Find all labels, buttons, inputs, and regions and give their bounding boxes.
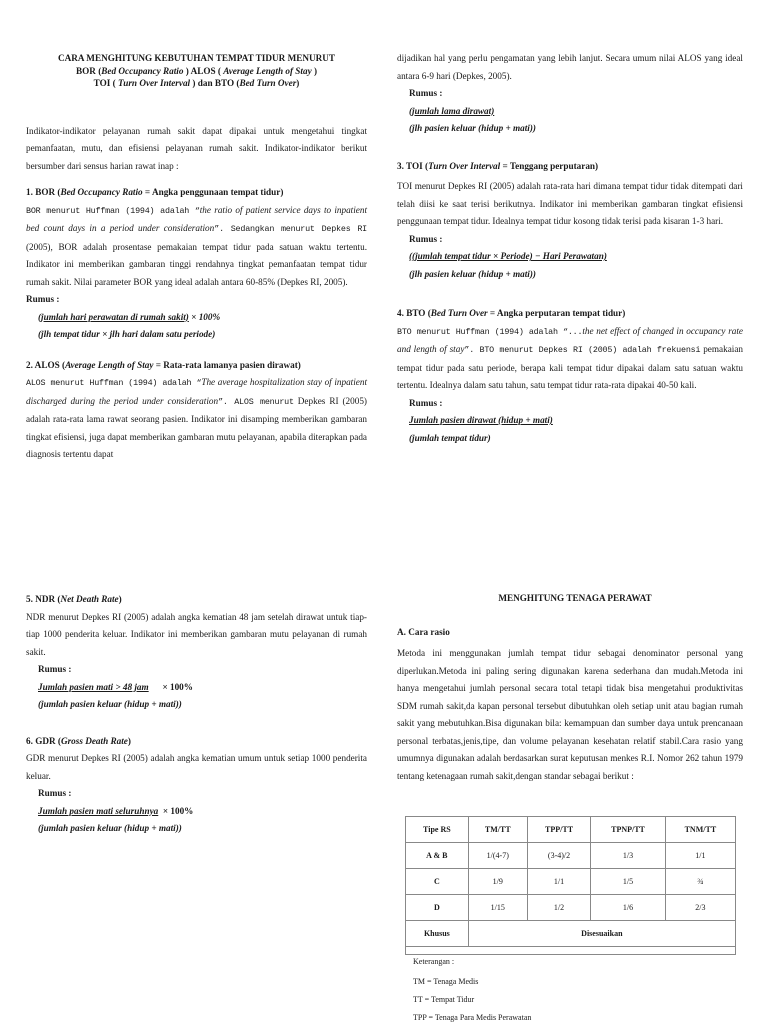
title-line-3: TOI ( Turn Over Interval ) dan BTO (Bed Turn Over) [93, 78, 300, 88]
perawat-title: MENGHITUNG TENAGA PERAWAT [498, 593, 652, 603]
ndr-rumus-label: Rumus : [38, 664, 72, 674]
bor-formula: (jumlah hari perawatan di rumah sakit) × 100% (jlh tempat tidur × jlh hari dalam satu periode) [38, 311, 221, 339]
ndr-paragraph: NDR menurut Depkes RI (2005) adalah angka kematian 48 jam setelah dirawat untuk tiap-tiap 1000 penderita keluar. Indikator ini memberikan gambaran mutu pelayanan di rumah sakit. [26, 611, 367, 657]
bto-rumus-label: Rumus : [409, 397, 443, 408]
table-cell: 1/6 [591, 895, 666, 921]
bor-rumus-label: Rumus : [26, 294, 60, 304]
left-column-bottom [26, 591, 367, 838]
document-title [26, 52, 367, 90]
left-column-top [26, 52, 367, 464]
table-cell: C [406, 869, 469, 895]
table-header: TPNP/TT [591, 817, 666, 843]
table-cell: 1/15 [468, 895, 527, 921]
table-cell: D [406, 895, 469, 921]
gdr-heading: 6. GDR (Gross Death Rate) [26, 735, 131, 746]
alos-paragraph: ALOS menurut Huffman (1994) adalah “The average hospitalization stay of inpatient discharged during the period under consideration”. ALOS menurut Depkes RI (2005) adalah rata-rata lama rawat seorang pasien. Indikator ini disamping memberikan gambaran tingkat efisiensi, juga dapat memberikan gambaran mutu pelayanan, apabila diterapkan pada diagnosis tertentu dapat [26, 377, 368, 459]
table-header: TNM/TT [665, 817, 735, 843]
table-cell: 1/2 [527, 895, 590, 921]
alos-continuation: dijadikan hal yang perlu pengamatan yang lebih lanjut. Secara umum nilai ALOS yang ideal antara 6-9 hari (Depkes, 2005). [397, 53, 743, 81]
bor-heading: 1. BOR (Bed Occupancy Ratio = Angka penggunaan tempat tidur) [26, 187, 284, 197]
table-cell-khusus: Khusus [406, 921, 469, 947]
table-spacer-row [406, 947, 736, 955]
toi-formula: ((jumlah tempat tidur × Periode) − Hari Perawatan) (jlh pasien keluar (hidup + mati)) [409, 251, 607, 279]
table-row [406, 921, 736, 947]
table-cell-disesuaikan: Disesuaikan [468, 921, 735, 947]
intro-paragraph: Indikator-indikator pelayanan rumah sakit dapat dipakai untuk mengetahui tingkat pemanfaatan, mutu, dan efisiensi pelayanan rumah sakit. Indikator-indikator berikut bersumber dari sensus harian rawat inap : [26, 125, 367, 171]
right-column-bottom [397, 592, 743, 785]
gdr-formula: Jumlah pasien mati seluruhnya × 100% (jumlah pasien keluar (hidup + mati)) [38, 805, 194, 833]
table-header-row [406, 817, 736, 843]
table-cell: 1/5 [591, 869, 666, 895]
table-cell: 1/3 [591, 843, 666, 869]
alos-heading: 2. ALOS (Average Length of Stay = Rata-rata lamanya pasien dirawat) [26, 359, 301, 370]
keterangan-label: Keterangan : [413, 957, 455, 966]
toi-rumus-label: Rumus : [409, 233, 443, 244]
cara-rasio-heading: A. Cara rasio [397, 626, 450, 637]
bto-formula: Jumlah pasien dirawat (hidup + mati) (jumlah tempat tidur) [409, 415, 553, 443]
perawat-paragraph: Metoda ini menggunakan jumlah tempat tidur sebagai denominator personal yang diperlukan.Metoda ini paling sering digunakan karena sederhana dan mudah.Metoda ini hanya mengetahui jumlah personal secara total tetapi tidak bisa mengetahui produktivitas SDM rumah sakit,da kapan personal tersebut dibutuhkan oleh setiap unit atau bagian rumah sakit yang mebutuhkan.Bisa digunakan bila: kemampuan dan sumber daya untuk prencanaan personal terbatas,jenis,tipe, dan volume pelayanan kesehatan relatif stabil.Cara rasio yang umumnya digunakan adalah berdasarkan surat keputusan menkes R.I. Nomor 262 tahun 1979 tentang ketenagaan rumah sakit,dengan standar sebagai berikut : [397, 648, 743, 781]
table-header: TPP/TT [527, 817, 590, 843]
table-row [406, 869, 736, 895]
table-cell: A & B [406, 843, 469, 869]
table-cell: 1/9 [468, 869, 527, 895]
table-header: TM/TT [468, 817, 527, 843]
title-line-1: CARA MENGHITUNG KEBUTUHAN TEMPAT TIDUR MENURUT [57, 53, 336, 63]
toi-heading: 3. TOI (Turn Over Interval = Tenggang perputaran) [397, 160, 599, 171]
table-row [406, 895, 736, 921]
table-cell: 1/(4-7) [468, 843, 527, 869]
alos-rumus-label: Rumus : [409, 88, 443, 98]
table-header: Tipe RS [406, 817, 469, 843]
table-spacer [406, 947, 736, 955]
table-row [406, 843, 736, 869]
rasio-table [405, 816, 736, 955]
ndr-formula: Jumlah pasien mati > 48 jam × 100% (jumlah pasien keluar (hidup + mati)) [38, 681, 193, 709]
keterangan-tt: TT = Tempat Tidur [413, 995, 475, 1004]
table-cell: 1/1 [527, 869, 590, 895]
right-column-top [397, 50, 743, 447]
toi-paragraph: TOI menurut Depkes RI (2005) adalah rata-rata hari dimana tempat tidur tidak ditempati dari telah diisi ke saat terisi berikutnya. Indikator ini memberikan gambaran tingkat efisiensi penggunaan tempat tidur. Idealnya tempat tidur kosong tidak terisi pada kisaran 1-3 hari. [397, 181, 743, 226]
table-cell: ¾ [665, 869, 735, 895]
gdr-rumus-label: Rumus : [38, 788, 72, 798]
table-cell: 2/3 [665, 895, 735, 921]
title-line-2: BOR (Bed Occupancy Ratio ) ALOS ( Average Length of Stay ) [76, 65, 317, 76]
table-cell: (3-4)/2 [527, 843, 590, 869]
ndr-heading: 5. NDR (Net Death Rate) [26, 594, 122, 604]
keterangan-tm: TM = Tenaga Medis [413, 977, 479, 986]
bto-heading: 4. BTO (Bed Turn Over = Angka perputaran tempat tidur) [397, 308, 626, 318]
bor-paragraph: BOR menurut Huffman (1994) adalah “the ratio of patient service days to inpatient bed count days in a period under consideration”. Sedangkan menurut Depkes RI (2005), BOR adalah prosentase pemakaian tempat tidur pada satuan waktu tertentu. Indikator ini memberikan gambaran tinggi rendahnya tingkat pemanfaatan tempat tidur rumah sakit. Nilai parameter BOR yang ideal adalah antara 60-85% (Depkes RI, 2005). [26, 204, 368, 287]
bto-paragraph: BTO menurut Huffman (1994) adalah “...the net effect of changed in occupancy rate and length of stay”. BTO menurut Depkes RI (2005) adalah frekuensi pemakaian tempat tidur pada satu periode, berapa kali tempat tidur dipakai dalam satu satuan waktu tertentu. Idealnya dalam satu tahun, satu tempat tidur rata-rata dipakai 40-50 kali. [397, 325, 743, 390]
keterangan-tpp: TPP = Tenaga Para Medis Perawatan [413, 1013, 532, 1022]
alos-formula: (jumlah lama dirawat) (jlh pasien keluar (hidup + mati)) [409, 105, 536, 133]
table-cell: 1/1 [665, 843, 735, 869]
gdr-paragraph: GDR menurut Depkes RI (2005) adalah angka kematian umum untuk setiap 1000 penderita keluar. [26, 753, 367, 781]
